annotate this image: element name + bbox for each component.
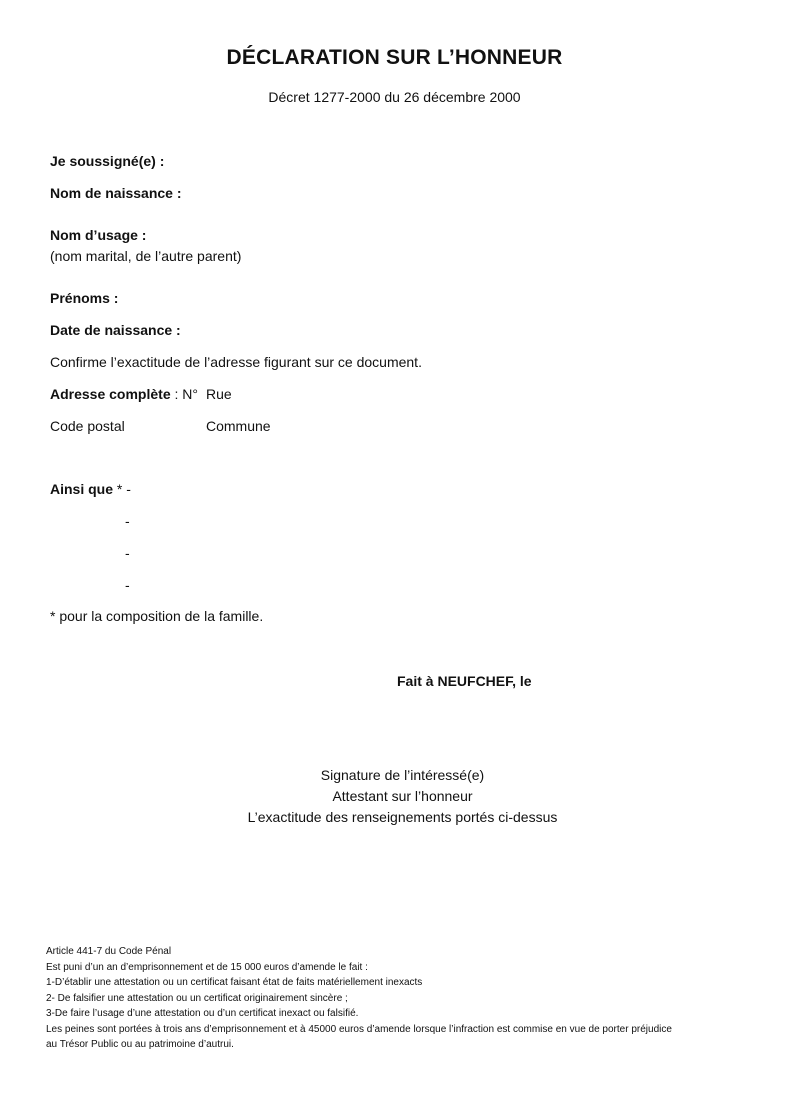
- family-dash-1: -: [125, 513, 130, 529]
- legal-line: 1-D’établir une attestation ou un certificat faisant état de faits matériellement inexacts: [46, 977, 423, 988]
- family-dash-3: -: [125, 577, 130, 593]
- footnote: * pour la composition de la famille.: [50, 608, 264, 624]
- nom-naissance-label: Nom de naissance :: [50, 185, 182, 201]
- prenoms-label: Prénoms :: [50, 290, 119, 306]
- page-title: DÉCLARATION SUR L’HONNEUR: [226, 46, 563, 69]
- legal-line: au Trésor Public ou au patrimoine d’autrui.: [46, 1039, 234, 1050]
- signature-line-2: Attestant sur l’honneur: [332, 788, 473, 804]
- legal-line: Article 441-7 du Code Pénal: [46, 946, 172, 957]
- legal-line: Est puni d’un an d’emprisonnement et de 15 000 euros d’amende le fait :: [46, 961, 368, 973]
- confirme-text: Confirme l’exactitude de l’adresse figurant sur ce document.: [50, 354, 422, 370]
- adresse-line: [50, 386, 198, 402]
- ainsi-que-line: [50, 481, 131, 497]
- nom-usage-note: (nom marital, de l’autre parent): [50, 248, 242, 264]
- signature-line-1: Signature de l’intéressé(e): [320, 767, 485, 783]
- date-naissance-label: Date de naissance :: [50, 322, 181, 338]
- legal-line: 2- De falsifier une attestation ou un certificat originairement sincère ;: [46, 992, 348, 1004]
- page-subtitle: Décret 1277-2000 du 26 décembre 2000: [268, 89, 521, 105]
- fait-a-label: Fait à NEUFCHEF, le: [397, 673, 532, 689]
- family-dash-2: -: [125, 545, 130, 561]
- ainsi-que-label: Ainsi que: [50, 481, 114, 497]
- signature-line-3: L’exactitude des renseignements portés ci-dessus: [247, 809, 558, 825]
- commune-label: Commune: [206, 418, 271, 434]
- legal-line: 3-De faire l’usage d’une attestation ou d’un certificat inexact ou falsifié.: [46, 1008, 359, 1019]
- ainsi-que-star: * -: [113, 481, 131, 497]
- soussigne-label: Je soussigné(e) :: [50, 153, 165, 169]
- legal-notice: [46, 944, 746, 1053]
- rue-label: Rue: [206, 386, 232, 402]
- code-postal-label: Code postal: [50, 418, 125, 434]
- adresse-numero: : N°: [170, 386, 198, 402]
- nom-usage-label: Nom d’usage :: [50, 227, 147, 243]
- legal-line: Les peines sont portées à trois ans d’emprisonnement et à 45000 euros d’amende lorsque l’infraction est commise en vue de porter préjudice: [46, 1023, 672, 1035]
- adresse-label: Adresse complète: [50, 386, 171, 402]
